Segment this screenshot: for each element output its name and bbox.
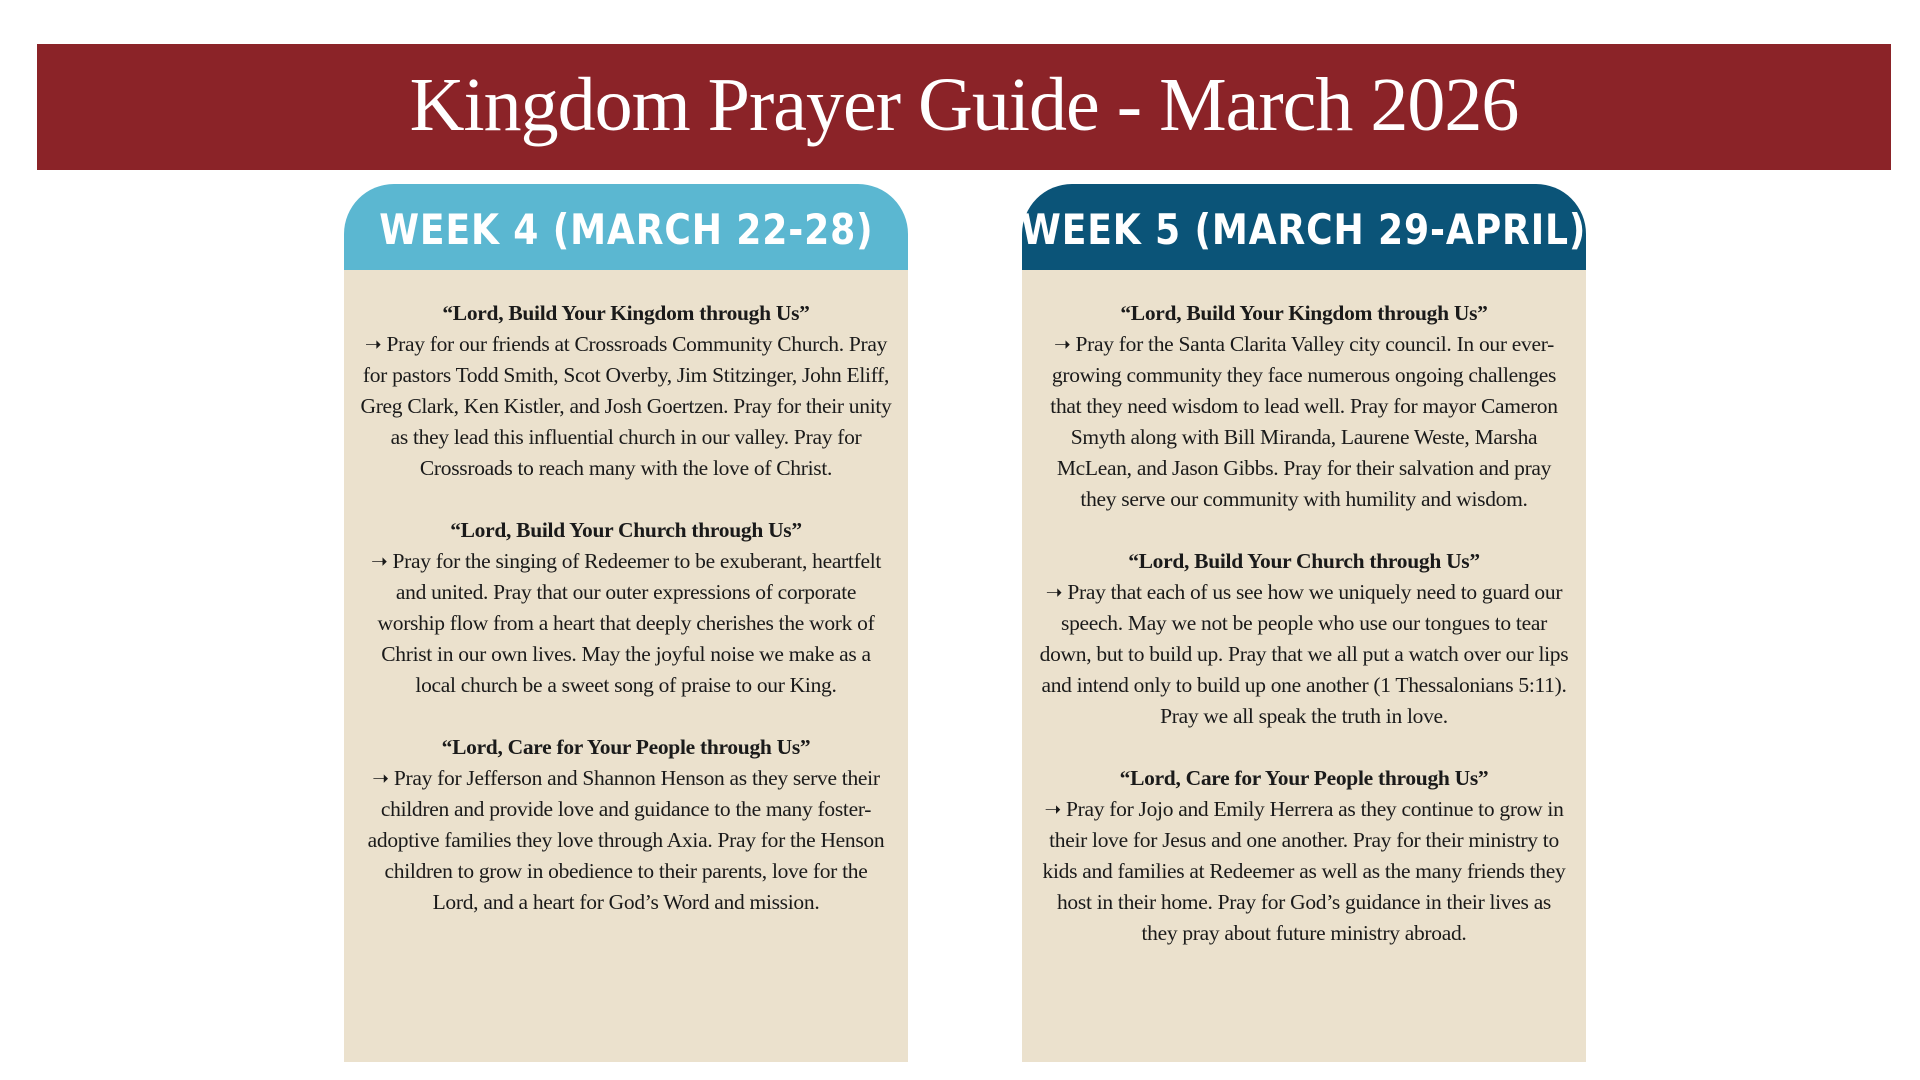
week-4-section-church	[360, 515, 892, 701]
arrow-right-icon: ➝	[1044, 797, 1061, 821]
prayer-text: Pray for Jojo and Emily Herrera as they continue to grow in their love for Jesus and one another. Pray for their ministry to kids and families at Redeemer as well as the many friends they host in their home. Pray for God’s guidance in their lives as they pray about future ministry abroad.	[1042, 797, 1566, 945]
section-text	[360, 329, 892, 484]
section-text	[360, 763, 892, 918]
arrow-right-icon: ➝	[1045, 580, 1063, 604]
section-text	[360, 546, 892, 701]
week-4-header	[344, 184, 908, 270]
prayer-text: Pray for the singing of Redeemer to be exuberant, heartfelt and united. Pray that our outer expressions of corporate worship flow from a heart that deeply cherishes the work of Christ in our own lives. May the joyful noise we make as a local church be a sweet song of praise to our King.	[377, 549, 882, 697]
arrow-right-icon: ➝	[364, 332, 382, 356]
section-heading: “Lord, Build Your Church through Us”	[1128, 549, 1480, 573]
week-5-header	[1022, 184, 1586, 270]
week-5-section-kingdom	[1038, 298, 1570, 515]
section-heading: “Lord, Build Your Kingdom through Us”	[1120, 301, 1488, 325]
week-5-header-label: WEEK 5 (MARCH 29-APRIL)	[1021, 204, 1587, 254]
prayer-text: Pray for our friends at Crossroads Community Church. Pray for pastors Todd Smith, Scot Overby, Jim Stitzinger, John Eliff, Greg Clark, Ken Kistler, and Josh Goertzen. Pray for their unity as they lead this influential church in our valley. Pray for Crossroads to reach many with the love of Christ.	[360, 332, 892, 480]
week-4-body	[344, 270, 908, 1062]
section-heading: “Lord, Care for Your People through Us”	[1119, 766, 1489, 790]
section-text	[1038, 329, 1570, 515]
week-5-section-church	[1038, 546, 1570, 732]
prayer-text: Pray that each of us see how we uniquely need to guard our speech. May we not be people who use our tongues to tear down, but to build up. Pray that we all put a watch over our lips and intend only to build up one another (1 Thessalonians 5:11). Pray we all speak the truth in love.	[1039, 580, 1569, 728]
section-heading: “Lord, Build Your Church through Us”	[450, 518, 802, 542]
section-text	[1038, 577, 1570, 732]
page-title: Kingdom Prayer Guide - March 2026	[409, 63, 1519, 147]
prayer-text: Pray for Jefferson and Shannon Henson as they serve their children and provide love and guidance to the many foster-adoptive families they love through Axia. Pray for the Henson children to grow in obedience to their parents, love for the Lord, and a heart for God’s Word and mission.	[367, 766, 885, 914]
week-4-section-kingdom	[360, 298, 892, 484]
week-4-header-label: WEEK 4 (MARCH 22-28)	[378, 204, 874, 254]
week-5-card	[1022, 184, 1586, 1062]
arrow-right-icon: ➝	[372, 766, 389, 790]
arrow-right-icon: ➝	[370, 549, 388, 573]
week-5-body	[1022, 270, 1586, 1062]
title-banner	[37, 44, 1891, 170]
section-heading: “Lord, Care for Your People through Us”	[441, 735, 811, 759]
section-text	[1038, 794, 1570, 949]
section-heading: “Lord, Build Your Kingdom through Us”	[442, 301, 810, 325]
arrow-right-icon: ➝	[1053, 332, 1071, 356]
week-5-section-people	[1038, 763, 1570, 949]
week-4-section-people	[360, 732, 892, 918]
week-4-card	[344, 184, 908, 1062]
prayer-text: Pray for the Santa Clarita Valley city council. In our ever-growing community they face numerous ongoing challenges that they need wisdom to lead well. Pray for mayor Cameron Smyth along with Bill Miranda, Laurene Weste, Marsha McLean, and Jason Gibbs. Pray for their salvation and pray they serve our community with humility and wisdom.	[1050, 332, 1558, 511]
